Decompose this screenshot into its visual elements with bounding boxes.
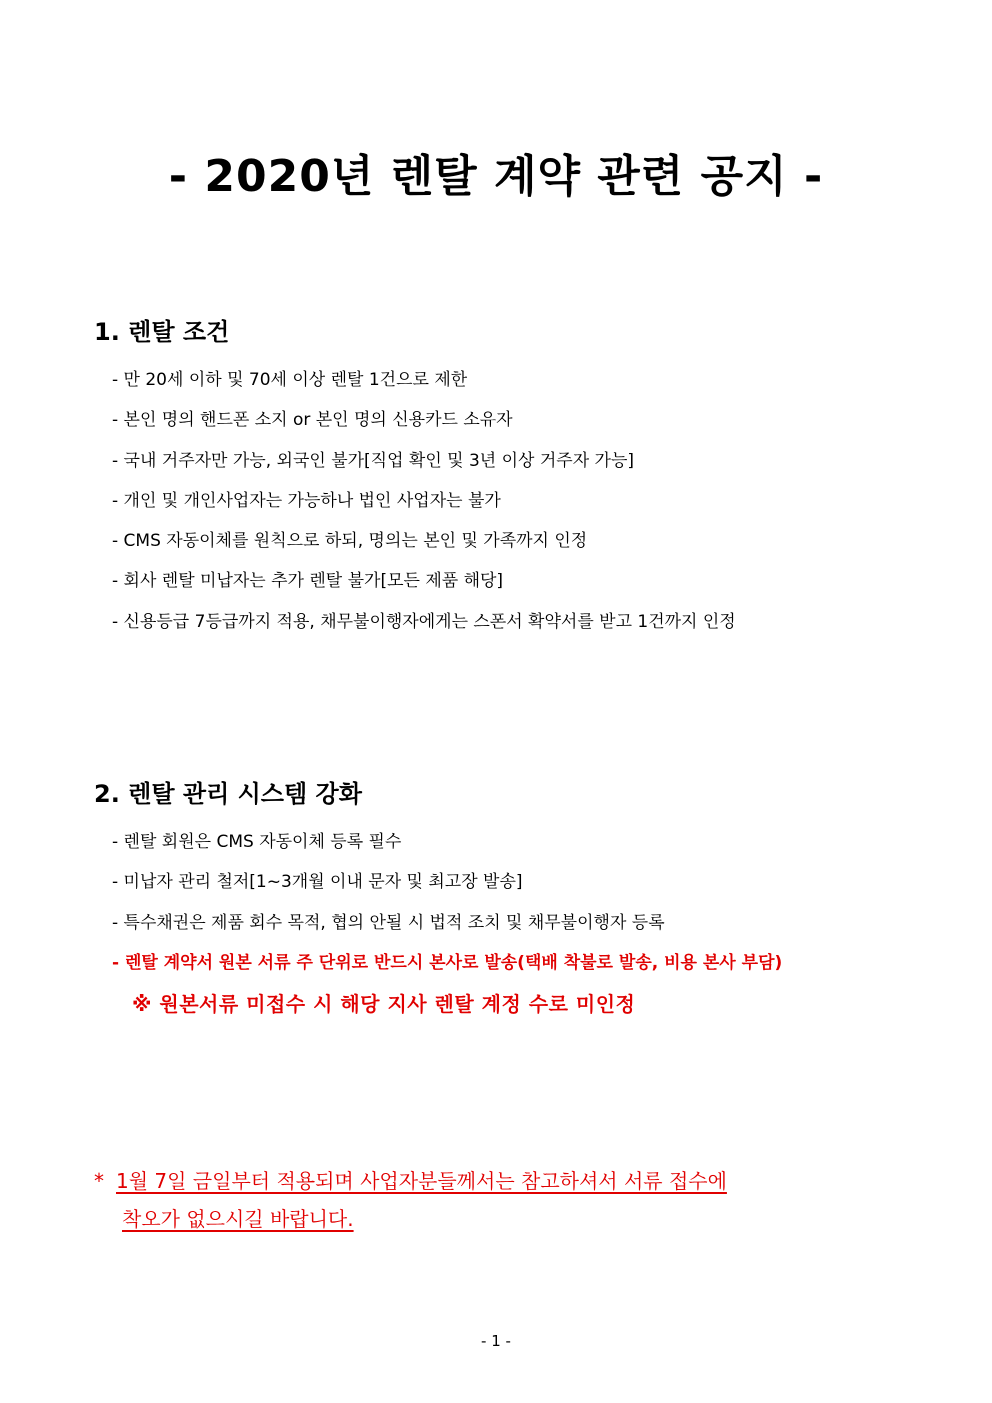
list-item: - CMS 자동이체를 원칙으로 하되, 명의는 본인 및 가족까지 인정 — [112, 531, 588, 552]
footer-note-line-2: 착오가 없으시길 바랍니다. — [122, 1207, 354, 1231]
list-item: - 미납자 관리 철저[1~3개월 이내 문자 및 최고장 발송] — [112, 872, 523, 893]
rental-conditions-list — [112, 360, 736, 642]
management-system-list — [112, 822, 782, 983]
list-item-emphasis: - 렌탈 계약서 원본 서류 주 단위로 반드시 본사로 발송(택배 착불로 발송, 비용 본사 부담) — [112, 952, 783, 973]
list-item: - 특수채권은 제품 회수 목적, 협의 안될 시 법적 조치 및 채무불이행자 등록 — [112, 912, 665, 933]
list-item: - 렌탈 회원은 CMS 자동이체 등록 필수 — [112, 832, 402, 852]
list-item: - 본인 명의 핸드폰 소지 or 본인 명의 신용카드 소유자 — [112, 410, 513, 431]
page-number: - 1 - — [481, 1332, 511, 1350]
section-heading-management-system: 2. 렌탈 관리 시스템 강화 — [94, 780, 362, 808]
footer-note — [94, 1162, 854, 1238]
list-item: - 국내 거주자만 가능, 외국인 불가[직업 확인 및 3년 이상 거주자 가능] — [112, 450, 635, 471]
footer-note-line-1: 1월 7일 금일부터 적용되며 사업자분들께서는 참고하셔서 서류 접수에 — [116, 1169, 727, 1193]
list-item: - 회사 렌탈 미납자는 추가 렌탈 불가[모든 제품 해당] — [112, 571, 504, 592]
list-item: - 개인 및 개인사업자는 가능하나 법인 사업자는 불가 — [112, 490, 501, 511]
page-title: - 2020년 렌탈 계약 관련 공지 - — [168, 151, 824, 202]
section-heading-rental-conditions: 1. 렌탈 조건 — [94, 318, 230, 346]
list-item: - 신용등급 7등급까지 적용, 채무불이행자에게는 스폰서 확약서를 받고 1건까지 인정 — [112, 611, 736, 632]
original-document-note: ※ 원본서류 미접수 시 해당 지사 렌탈 계정 수로 미인정 — [132, 992, 636, 1016]
list-item: - 만 20세 이하 및 70세 이상 렌탈 1건으로 제한 — [112, 370, 468, 390]
asterisk-mark: * — [94, 1169, 104, 1193]
